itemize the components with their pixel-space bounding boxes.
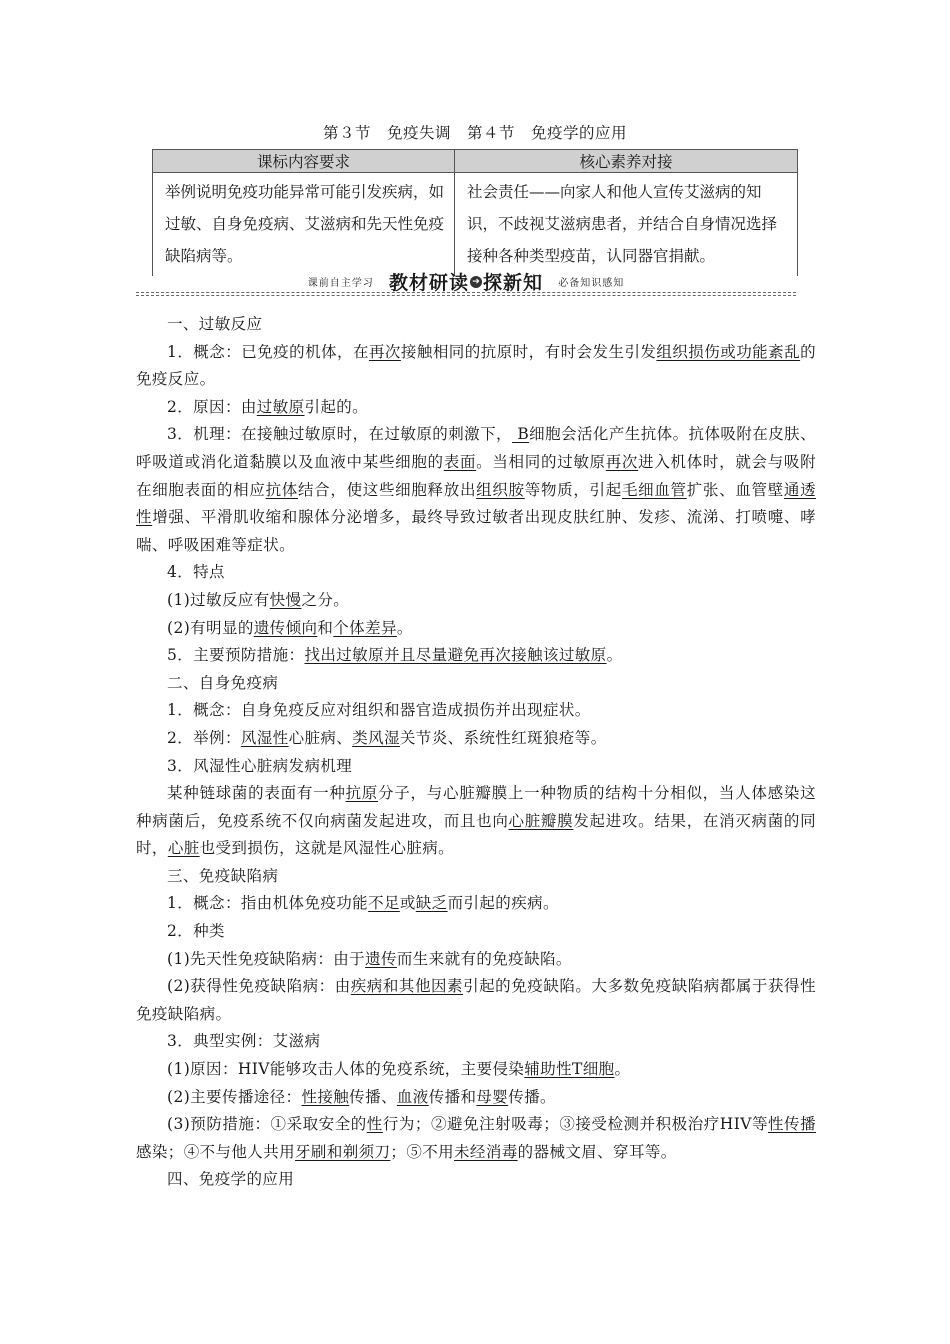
- text-run: 关节炎、系统性红斑狼疮等。: [399, 728, 607, 747]
- text-run: 引起的。: [304, 397, 369, 416]
- text-run: 3．风湿性心脏病发病机理: [167, 756, 353, 775]
- paragraph: [136, 780, 816, 863]
- text-run: 二、自身免疫病: [167, 673, 279, 692]
- paragraph: [136, 1084, 816, 1112]
- text-run: 也受到损伤，这就是风湿性心脏病。: [199, 839, 455, 858]
- text-run: 1．概念：指由机体免疫功能: [167, 894, 369, 913]
- underlined-answer: 风湿性: [240, 728, 289, 747]
- text-run: 细胞会活化产生抗体。抗体吸附在皮肤、呼吸道或消化道黏膜以及血液中某些细胞的: [136, 425, 816, 471]
- text-run: 2．种类: [167, 922, 225, 941]
- text-run: 。: [606, 646, 623, 665]
- text-run: 1．概念：自身免疫反应对组织和器官造成损伤并出现症状。: [167, 701, 591, 720]
- text-run: 传播。: [508, 1087, 556, 1106]
- banner-main-label-2: 探新知: [483, 272, 544, 294]
- text-run: 的器械文眉、穿耳等。: [517, 1142, 677, 1161]
- banner-divider: [136, 295, 796, 296]
- banner-right-label: 必备知识感知: [558, 278, 625, 289]
- text-run: 进入机体时，就会与吸附在细胞表面的相应: [136, 452, 817, 499]
- underlined-answer: 不足: [368, 894, 400, 913]
- text-run: 等物质，引起: [524, 480, 622, 499]
- underlined-answer: 性传播: [768, 1115, 816, 1134]
- underlined-answer: 缺乏: [415, 894, 448, 913]
- underlined-answer: 组织胺: [476, 480, 525, 499]
- text-run: 传播、: [349, 1087, 397, 1106]
- paragraph: [136, 587, 816, 615]
- text-run: 2．举例：: [167, 728, 241, 747]
- text-run: 引起的免疫缺陷。大多数免疫缺陷病都属于获得性免疫缺陷病。: [136, 977, 816, 1023]
- main-content: [136, 311, 816, 1194]
- underlined-answer: 母婴: [476, 1087, 509, 1106]
- paragraph: [136, 615, 816, 643]
- underlined-answer: 类风湿: [352, 728, 400, 747]
- paragraph: [136, 339, 816, 394]
- page-title: 第３节 免疫失调 第４节 免疫学的应用: [322, 124, 627, 142]
- underlined-answer: B: [511, 425, 530, 444]
- paragraph: [136, 1056, 816, 1084]
- text-run: 1．概念：已免疫的机体，在: [167, 342, 369, 361]
- text-run: 而生来就有的免疫缺陷。: [396, 949, 572, 968]
- text-run: 某种链球菌的表面有一种: [167, 784, 346, 803]
- underlined-answer: 血液: [396, 1087, 429, 1106]
- underlined-answer: 未经消毒: [454, 1142, 518, 1161]
- text-run: 一、过敏反应: [167, 315, 263, 333]
- text-run: 之分。: [301, 590, 350, 609]
- underlined-answer: 快慢: [269, 590, 302, 609]
- paragraph: [136, 890, 816, 918]
- underlined-answer: 辅助性T细胞: [524, 1060, 615, 1079]
- text-run: (2)获得性免疫缺陷病：由: [167, 977, 351, 996]
- underlined-answer: 组织损伤或功能紊乱: [656, 342, 801, 361]
- paragraph: [136, 394, 816, 422]
- arrow-right-icon: ➔: [470, 276, 482, 288]
- table-header-standard: 课标内容要求: [153, 150, 455, 173]
- text-run: 三、免疫缺陷病: [167, 866, 279, 885]
- paragraph: [136, 1111, 816, 1166]
- text-run: 3．典型实例：艾滋病: [167, 1032, 321, 1051]
- standards-table: [152, 149, 798, 276]
- paragraph: [136, 670, 816, 698]
- text-run: 增强、平滑肌收缩和腺体分泌增多，最终导致过敏者出现皮肤红肿、发疹、流涕、打喷嚏、哮喘、呼吸困难等症状。: [136, 508, 816, 554]
- paragraph: [136, 863, 816, 891]
- paragraph: [136, 918, 816, 946]
- text-run: 分子，与心脏瓣膜上一种物质的结构十分相似，当人体感染这种病菌后，免疫系统不仅向病菌发起进攻，而且也向: [136, 784, 816, 830]
- text-run: 传播和: [428, 1087, 477, 1106]
- text-run: 。当相同的过敏原: [476, 452, 606, 471]
- text-run: 行为；②避免注射吸毒；③接受检测并积极治疗HIV等: [382, 1115, 768, 1134]
- paragraph: [136, 946, 816, 974]
- table-header-literacy: 核心素养对接: [455, 150, 798, 173]
- underlined-answer: 遗传倾向: [253, 618, 318, 637]
- paragraph: [136, 725, 816, 753]
- underlined-answer: 找出过敏原并且尽量避免再次接触该过敏原: [304, 646, 607, 665]
- text-run: 而引起的疾病。: [447, 894, 559, 913]
- text-run: 5．主要预防措施：: [167, 646, 305, 665]
- underlined-answer: 性: [366, 1115, 383, 1134]
- underlined-answer: 再次: [368, 342, 401, 361]
- text-run: (2)有明显的: [167, 618, 254, 637]
- underlined-answer: 抗体: [265, 480, 298, 499]
- text-run: 或: [399, 894, 416, 913]
- underlined-answer: 心脏: [167, 839, 200, 858]
- underlined-answer: 疾病和其他因素: [350, 977, 464, 996]
- underlined-answer: 遗传: [365, 949, 397, 968]
- banner-left-label: 课前自主学习: [307, 278, 374, 289]
- text-run: 2．原因：由: [167, 397, 257, 416]
- underlined-answer: 表面: [443, 452, 477, 471]
- text-run: 扩张、血管壁: [686, 480, 784, 499]
- text-run: 结合，使这些细胞释放出: [297, 480, 477, 499]
- paragraph: [136, 973, 816, 1028]
- paragraph: [136, 642, 816, 670]
- paragraph: [136, 753, 816, 781]
- text-run: (3)预防措施：①采取安全的: [167, 1115, 367, 1134]
- text-run: ；⑤不用: [390, 1142, 455, 1161]
- paragraph: [136, 421, 816, 559]
- text-run: 接触相同的抗原时，有时会发生引发: [400, 342, 657, 361]
- text-run: 3．机理：在接触过敏原时，在过敏原的刺激下，: [167, 425, 512, 444]
- text-run: (1)原因：HIV能够攻击人体的免疫系统，主要侵染: [167, 1060, 525, 1079]
- text-run: (1)过敏反应有: [167, 590, 270, 609]
- text-run: 。: [396, 618, 413, 637]
- underlined-answer: 再次: [605, 452, 639, 471]
- underlined-answer: 过敏原: [256, 397, 305, 416]
- paragraph: [136, 1166, 816, 1194]
- underlined-answer: 抗原: [345, 784, 379, 803]
- underlined-answer: 牙刷和剃须刀: [295, 1142, 391, 1161]
- underlined-answer: 性接触: [301, 1087, 350, 1106]
- underlined-answer: 通透性: [136, 480, 817, 527]
- text-run: 。: [614, 1060, 631, 1079]
- section-banner: [136, 268, 796, 298]
- text-run: 和: [317, 618, 334, 637]
- banner-main-label: 教材研读: [388, 272, 469, 294]
- table-cell-literacy: 社会责任——向家人和他人宣传艾滋病的知识，不歧视艾滋病患者，并结合自身情况选择接种各种类型疫苗，认同器官捐献。: [455, 173, 798, 277]
- text-run: (1)先天性免疫缺陷病：由于: [167, 949, 366, 968]
- text-run: 感染；④不与他人共用: [136, 1142, 296, 1161]
- text-run: 四、免疫学的应用: [167, 1170, 295, 1189]
- text-run: 的免疫反应。: [136, 342, 816, 389]
- banner-divider: [136, 292, 796, 293]
- text-run: 心脏病、: [288, 728, 353, 747]
- text-run: 4．特点: [167, 563, 225, 582]
- table-cell-standard: 举例说明免疫功能异常可能引发疾病，如过敏、自身免疫病、艾滋病和先天性免疫缺陷病等。: [153, 173, 455, 277]
- underlined-answer: 心脏瓣膜: [508, 811, 574, 830]
- paragraph: [136, 1028, 816, 1056]
- underlined-answer: 个体差异: [333, 618, 397, 637]
- underlined-answer: 毛细血管: [621, 480, 687, 499]
- paragraph: [136, 559, 816, 587]
- text-run: 发起进攻。结果，在消灭病菌的同时，: [136, 811, 816, 858]
- paragraph: [136, 697, 816, 725]
- paragraph: [136, 311, 816, 339]
- text-run: (2)主要传播途径：: [167, 1087, 302, 1106]
